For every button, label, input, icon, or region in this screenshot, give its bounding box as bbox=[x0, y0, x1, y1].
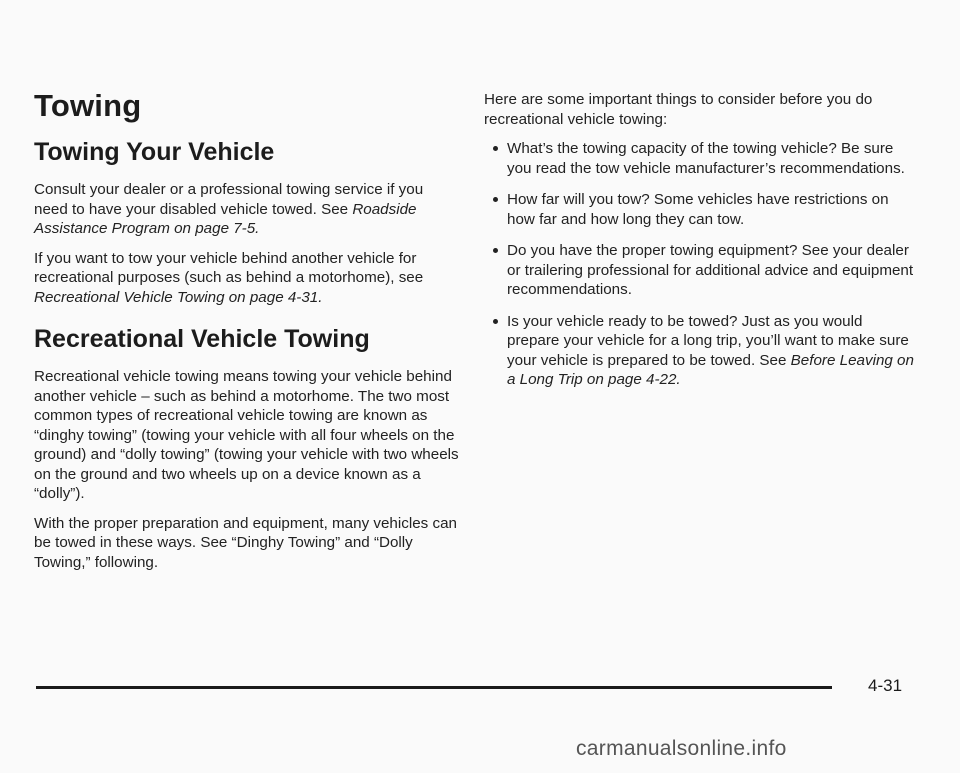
footer-rule bbox=[36, 686, 832, 689]
list-item-text: What’s the towing capacity of the towing vehicle? Be sure you read the tow vehicle manufacturer’s recommendations. bbox=[507, 140, 905, 177]
list-item bbox=[484, 241, 914, 300]
bullet-icon bbox=[493, 146, 498, 151]
list-item bbox=[484, 312, 914, 390]
paragraph-recreational-purposes bbox=[34, 249, 459, 308]
paragraph-proper-preparation: With the proper preparation and equipment, many vehicles can be towed in these ways. See “Dinghy Towing” and “Dolly Towing,” following. bbox=[34, 514, 457, 571]
page-heading: Towing bbox=[34, 88, 142, 123]
left-column bbox=[34, 88, 459, 582]
bullet-icon bbox=[493, 248, 498, 253]
paragraph-text: Consult your dealer or a professional towing service if you need to have your disabled vehicle towed. See bbox=[34, 181, 424, 218]
bullet-icon bbox=[493, 197, 498, 202]
page-number: 4-31 bbox=[868, 676, 903, 695]
intro-paragraph: Here are some important things to consider before you do recreational vehicle towing: bbox=[484, 91, 873, 128]
site-watermark: carmanualsonline.info bbox=[576, 737, 787, 760]
bullet-icon bbox=[493, 319, 498, 324]
list-item-text: Do you have the proper towing equipment? See your dealer or trailering professional for additional advice and equipment recommendations. bbox=[507, 242, 914, 298]
list-item-text: How far will you tow? Some vehicles have restrictions on how far and how long they can tow. bbox=[507, 191, 889, 228]
section-heading-recreational-vehicle-towing: Recreational Vehicle Towing bbox=[34, 325, 370, 353]
considerations-list bbox=[484, 139, 914, 390]
list-item bbox=[484, 190, 914, 229]
paragraph-recreational-towing-definition: Recreational vehicle towing means towing your vehicle behind another vehicle – such as behind a motorhome. The two most common types of recreational vehicle towing are known as “dinghy towing” (towing your vehicle with all four wheels on the ground) and “dolly towing” (towing your vehicle with two wheels on the ground and two wheels up on a device known as a “dolly”). bbox=[34, 368, 459, 502]
cross-reference-recreational-towing[interactable]: Recreational Vehicle Towing on page 4-31. bbox=[34, 288, 323, 306]
section-heading-towing-your-vehicle: Towing Your Vehicle bbox=[34, 138, 275, 166]
list-item-text: Is your vehicle ready to be towed? Just as you would prepare your vehicle for a long trip, you’ll want to make sure your vehicle is prepared to be towed. See bbox=[507, 312, 909, 369]
paragraph-consult-dealer bbox=[34, 180, 459, 239]
list-item bbox=[484, 139, 914, 178]
cross-reference-roadside-assistance[interactable]: Roadside Assistance Program on page 7-5. bbox=[34, 200, 417, 237]
paragraph-text: If you want to tow your vehicle behind another vehicle for recreational purposes (such as behind a motorhome), see bbox=[34, 249, 424, 286]
right-column bbox=[484, 90, 914, 402]
cross-reference-long-trip[interactable]: Before Leaving on a Long Trip on page 4-22. bbox=[507, 351, 914, 388]
